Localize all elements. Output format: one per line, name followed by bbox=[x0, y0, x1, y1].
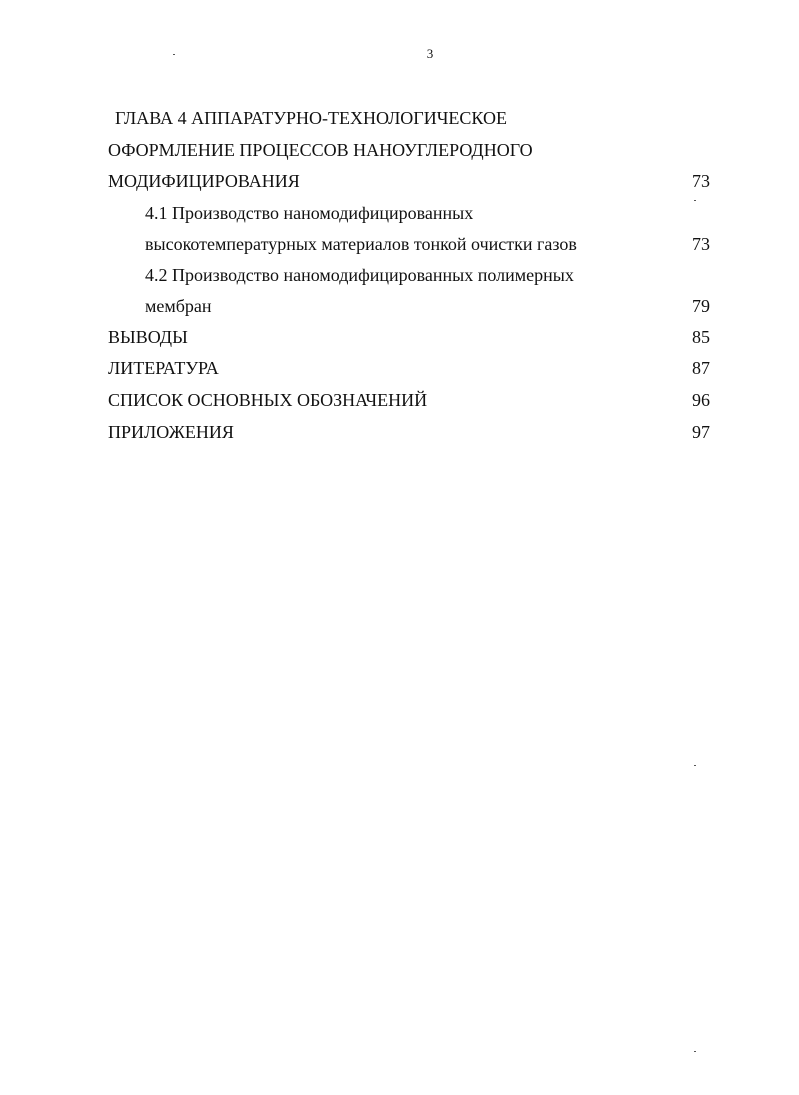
toc-section-4-2-line2: мембран bbox=[145, 296, 212, 316]
toc-section-4-2-page: 79 bbox=[692, 296, 710, 316]
toc-chapter4-title-line3: МОДИФИЦИРОВАНИЯ bbox=[108, 171, 300, 191]
toc-chapter4-title-line2: ОФОРМЛЕНИЕ ПРОЦЕССОВ НАНОУГЛЕРОДНОГО bbox=[108, 140, 533, 160]
toc-chapter4-page: 73 bbox=[692, 171, 710, 191]
toc-section-4-1-line1: 4.1 Производство наномодифицированных bbox=[145, 203, 474, 223]
toc-conclusions-label: ВЫВОДЫ bbox=[108, 327, 188, 347]
toc-conclusions-page: 85 bbox=[692, 327, 710, 347]
toc-notation-label: СПИСОК ОСНОВНЫХ ОБОЗНАЧЕНИЙ bbox=[108, 390, 428, 410]
page-number: 3 bbox=[426, 46, 434, 61]
scan-speck bbox=[694, 1051, 696, 1052]
toc-appendices-label: ПРИЛОЖЕНИЯ bbox=[108, 422, 234, 442]
scan-speck bbox=[694, 200, 696, 201]
toc-appendices-page: 97 bbox=[692, 422, 710, 442]
toc-section-4-1-page: 73 bbox=[692, 234, 710, 254]
toc-section-4-2-line1: 4.2 Производство наномодифицированных полимерных bbox=[145, 265, 574, 285]
toc-chapter4-title-line1: ГЛАВА 4 АППАРАТУРНО-ТЕХНОЛОГИЧЕСКОЕ bbox=[115, 108, 507, 128]
toc-literature-page: 87 bbox=[692, 358, 710, 378]
toc-notation-page: 96 bbox=[692, 390, 710, 410]
scan-speck bbox=[694, 765, 696, 766]
scan-speck bbox=[173, 54, 175, 55]
toc-section-4-1-line2: высокотемпературных материалов тонкой очистки газов bbox=[145, 234, 577, 254]
toc-literature-label: ЛИТЕРАТУРА bbox=[108, 358, 219, 378]
